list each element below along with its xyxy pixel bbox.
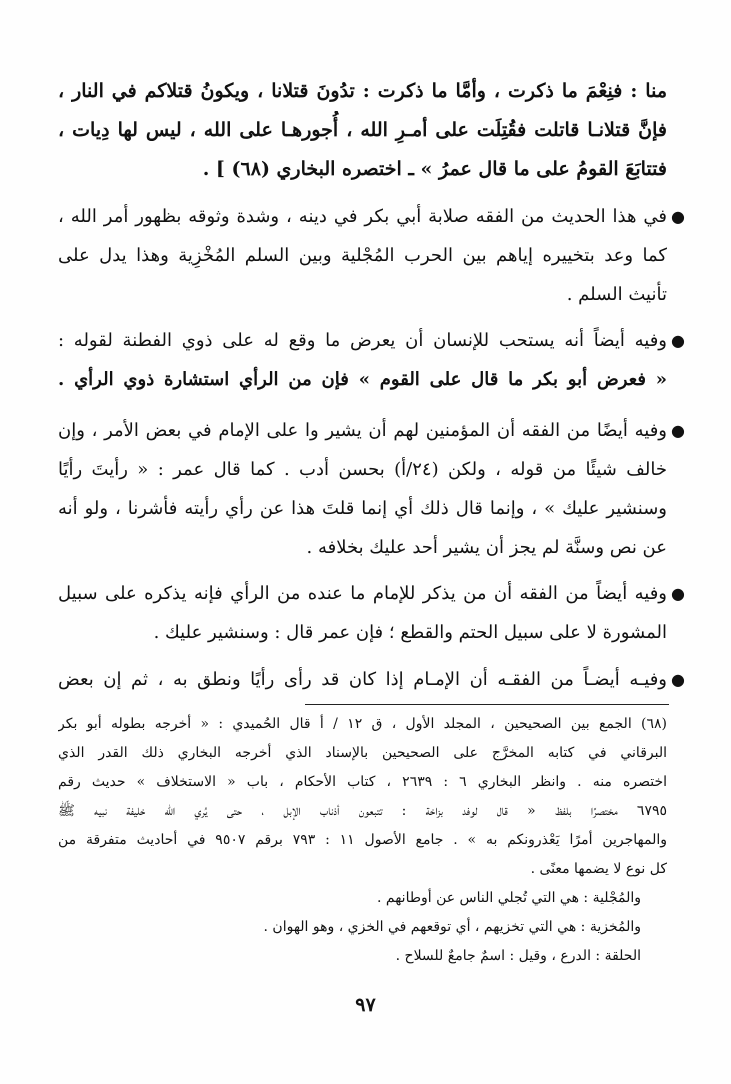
text-line: فتتابَعَ القومُ على ما قال عمرُ » ـ اختصره البخاري (٦٨) ] . [202,158,667,180]
text-line: كما وعد بتخييره إياهم بين الحرب المُجْلية وبين السلم المُخْزِية وهذا يدل على [58,245,667,266]
text-line: تأنيث السلم . [566,284,667,305]
bullet-icon: ● [671,670,685,689]
footnote-line: (٦٨) الجمع بين الصحيحين ، المجلد الأول ، ق ١٢ / أ قال الحُميدي : « أخرجه بطوله أبو بكر [58,716,667,732]
text-line: المشورة لا على سبيل الحتم والقطع ؛ فإن عمر قال : وسنشير عليك . [153,622,667,643]
paragraph-5 [58,660,685,699]
text-line: خالف شيئًا من قوله ، ولكن (٢٤/أ) بحسن أدب . كما قال عمر : « رأيتَ رأيًا [58,459,667,480]
intro-text [58,72,667,189]
bullet-icon: ● [671,207,685,226]
text-line: وفيه أيضاً من الفقه أن من يذكر للإمام ما عنده من الرأي فإنه يذكره على سبيل [58,583,667,604]
text-line: « فعرض أبو بكر ما قال على القوم » فإن من الرأي استشارة ذوي الرأي . [58,369,667,390]
text-line: منا : فنِعْمَ ما ذكرت ، وأمَّا ما ذكرت : تدُونَ قتلانا ، ويكونُ قتلاكم في النار ، [58,80,667,102]
paragraph-4 [58,574,685,652]
footnote-divider [305,704,669,705]
footnote-line: والمُجْلية : هي التي تُجلي الناس عن أوطانهم . [377,890,641,906]
text-line: وفيه أيضًا من الفقه أن المؤمنين لهم أن يشير وا على الإمام في بعض الأمر ، وإن [58,420,667,441]
text-line: وفيه أيضاً أنه يستحب للإنسان أن يعرض ما وقع له على ذوي الفطنة لقوله : [58,330,667,351]
text-line: عن نص وسنَّة لم يجز أن يشير أحد عليك بخلافه . [306,537,667,558]
footnote-line: والمهاجرين أمرًا يَعْذرونكم به » . جامع الأصول ١١ : ٧٩٣ برقم ٩٥٠٧ في أحاديث متفرقة من [58,832,667,848]
paragraph-1 [58,197,685,314]
bullet-icon: ● [671,421,685,440]
page-number: ٩٧ [355,994,376,1016]
text-line: فإنَّ قتلانـا قاتلت فقُتِلَت على أمـرِ الله ، أُجورهـا على الله ، ليس لها دِيات ، [58,119,667,141]
footnote-line: ٦٧٩٥ مختصرًا بلفظ « قال لوفد بزاخة : تتبعون أذناب الإبل ، حتى يُري الله خليفة نبيه ﷺ [58,803,667,819]
footnote-line: اختصره منه . وانظر البخاري ٦ : ٢٦٣٩ ، كتاب الأحكام ، باب « الاستخلاف » حديث رقم [58,774,667,790]
paragraph-2 [58,321,685,399]
footnote-line: كل نوع لا يضمها معنًى . [530,861,667,877]
bullet-icon: ● [671,584,685,603]
footnote-line: البرقاني في كتابه المخرَّج على الصحيحين بالإسناد الذي أخرجه البخاري ذلك القدر الذي [58,745,667,761]
footnote-line: والمُخزية : هي التي تخزيهم ، أي توقعهم في الخزي ، وهو الهوان . [263,919,641,935]
footnote-line: الحلقة : الدرع ، وقيل : اسمٌ جامعٌ للسلاح . [395,948,641,964]
bullet-icon: ● [671,331,685,350]
footnotes [58,710,667,971]
text-line: وفيـه أيضـاً من الفقـه أن الإمـام إذا كان قد رأى رأيًا ونطق به ، ثم إن بعض [58,669,667,690]
paragraph-3 [58,411,685,567]
text-line: في هذا الحديث من الفقه صلابة أبي بكر في دينه ، وشدة وثوقه بظهور أمر الله ، [58,206,667,227]
text-line: وسنشير عليك » ، وإنما قال ذلك أي إنما قلتَ هذا عن رأي رأيته فأشرنا ، ولو أنه [58,498,667,519]
